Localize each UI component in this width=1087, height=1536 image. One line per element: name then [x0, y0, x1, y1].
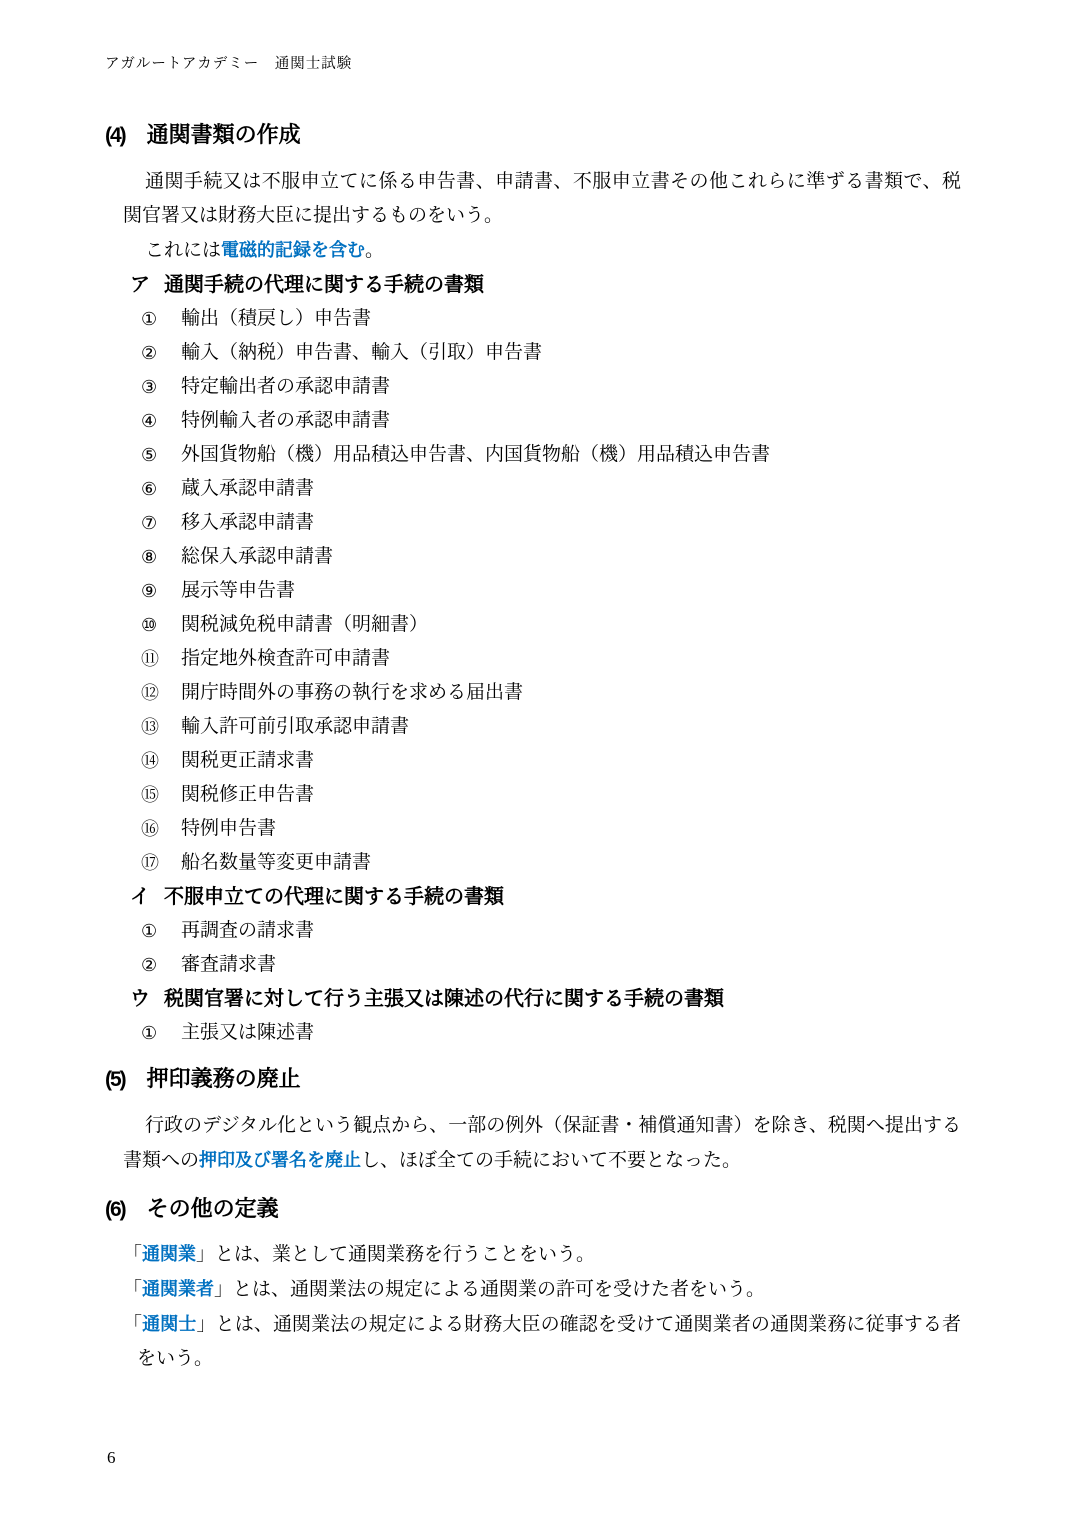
item-text: 特例輸入者の承認申請書 [181, 410, 391, 431]
item-text: 開庁時間外の事務の執行を求める届出書 [181, 682, 524, 703]
def-pre: 「 [123, 1314, 143, 1335]
item-number: ⑰ [141, 853, 159, 873]
section-6 [105, 1196, 961, 1376]
section-title-text: 押印義務の廃止 [146, 1066, 301, 1091]
list-item [141, 778, 961, 812]
item-number: ⑥ [141, 479, 158, 499]
section-number: (5) [105, 1068, 125, 1091]
section-title-text: その他の定義 [146, 1196, 279, 1221]
item-number: ② [141, 955, 158, 975]
highlight-term: 電磁的記録を含む [221, 240, 366, 260]
para-pre: 行政のデジタル化という観点から、一部の例外（保証書・補償通知書）を除き、税関へ提出する書類への [123, 1115, 961, 1171]
item-number: ⑮ [141, 785, 159, 805]
section-title [105, 1196, 961, 1223]
def-post: 」とは、通関業法の規定による財務大臣の確認を受けて通関業者の通関業務に従事する者をいう。 [137, 1314, 961, 1369]
list-item [141, 438, 961, 472]
list-item [141, 472, 961, 506]
item-number: ① [141, 921, 158, 941]
list-item [141, 846, 961, 880]
def-pre: 「 [123, 1244, 143, 1265]
defined-term: 通関業 [142, 1244, 197, 1264]
list-item [141, 914, 961, 948]
item-number: ⑯ [141, 819, 159, 839]
subsection-heading-i [130, 880, 961, 914]
item-number: ③ [141, 377, 158, 397]
item-number: ② [141, 343, 158, 363]
list-item [141, 744, 961, 778]
highlight-term: 押印及び署名を廃止 [199, 1150, 362, 1170]
item-text: 輸出（積戻し）申告書 [181, 308, 372, 329]
item-text: 特例申告書 [181, 818, 277, 839]
list-item [141, 336, 961, 370]
list-item [141, 710, 961, 744]
item-number: ⑧ [141, 547, 158, 567]
item-text: 総保入承認申請書 [181, 546, 334, 567]
item-text: 移入承認申請書 [181, 512, 315, 533]
item-number: ① [141, 1023, 158, 1043]
running-header: アガルートアカデミー 通関士試験 [105, 56, 353, 72]
item-number: ⑤ [141, 445, 158, 465]
item-number: ① [141, 309, 158, 329]
item-text: 展示等申告書 [181, 580, 296, 601]
list-item [141, 506, 961, 540]
item-text: 蔵入承認申請書 [181, 478, 315, 499]
list-item [141, 812, 961, 846]
page-number: 6 [107, 1448, 116, 1467]
definition-line [123, 1307, 961, 1376]
definition-line [123, 1237, 961, 1272]
item-text: 船名数量等変更申請書 [181, 852, 372, 873]
subsection-title: 不服申立ての代理に関する手続の書類 [164, 886, 504, 908]
section-number: (6) [105, 1198, 125, 1221]
list-item [141, 370, 961, 404]
document-list-i [105, 914, 961, 982]
definition-line [123, 1272, 961, 1307]
item-number: ⑩ [141, 615, 158, 635]
item-number: ⑫ [141, 683, 159, 703]
section-title-text: 通関書類の作成 [146, 122, 301, 147]
section-4 [105, 122, 961, 1050]
def-pre: 「 [123, 1279, 143, 1300]
section-number: (4) [105, 124, 125, 147]
para-post: し、ほぼ全ての手続において不要となった。 [361, 1150, 742, 1171]
subsection-title: 通関手続の代理に関する手続の書類 [164, 274, 484, 296]
subsection-title: 税関官署に対して行う主張又は陳述の代行に関する手続の書類 [164, 988, 724, 1010]
item-text: 審査請求書 [181, 954, 277, 975]
item-number: ⑭ [141, 751, 159, 771]
item-text: 関税修正申告書 [181, 784, 315, 805]
item-number: ④ [141, 411, 158, 431]
note-post: 。 [365, 240, 385, 261]
list-item [141, 540, 961, 574]
section-5 [105, 1066, 961, 1178]
note-paragraph [123, 233, 961, 268]
item-text: 再調査の請求書 [181, 920, 315, 941]
item-text: 関税減免税申請書（明細書） [181, 614, 429, 635]
list-item [141, 948, 961, 982]
subsection-heading-a [130, 268, 961, 302]
subsection-marker: ウ [130, 988, 150, 1010]
list-item [141, 1016, 961, 1050]
subsection-heading-u [130, 982, 961, 1016]
item-text: 主張又は陳述書 [181, 1022, 315, 1043]
list-item [141, 608, 961, 642]
subsection-marker: ア [130, 274, 150, 296]
section-title [105, 122, 961, 149]
item-text: 輸入（納税）申告書、輸入（引取）申告書 [181, 342, 543, 363]
intro-paragraph: 通関手続又は不服申立てに係る申告書、申請書、不服申立書その他これらに準ずる書類で、税関官署又は財務大臣に提出するものをいう。 [123, 171, 961, 226]
list-item [141, 302, 961, 336]
list-item [141, 676, 961, 710]
subsection-marker: イ [130, 886, 150, 908]
item-text: 外国貨物船（機）用品積込申告書、内国貨物船（機）用品積込申告書 [181, 444, 771, 465]
item-number: ⑦ [141, 513, 158, 533]
body-paragraph [123, 1109, 961, 1178]
def-post: 」とは、通関業法の規定による通関業の許可を受けた者をいう。 [214, 1279, 766, 1300]
document-list-a [105, 302, 961, 880]
list-item [141, 642, 961, 676]
item-text: 関税更正請求書 [181, 750, 315, 771]
item-text: 特定輸出者の承認申請書 [181, 376, 391, 397]
item-text: 指定地外検査許可申請書 [181, 648, 391, 669]
item-number: ⑪ [141, 649, 159, 669]
defined-term: 通関業者 [142, 1279, 215, 1299]
document-list-u [105, 1016, 961, 1050]
def-post: 」とは、業として通関業務を行うことをいう。 [196, 1244, 596, 1265]
definition-list [105, 1237, 961, 1376]
defined-term: 通関士 [142, 1314, 197, 1334]
list-item [141, 404, 961, 438]
page-content [105, 56, 961, 1376]
note-pre: これには [145, 240, 222, 261]
section-title [105, 1066, 961, 1093]
item-number: ⑬ [141, 717, 159, 737]
item-number: ⑨ [141, 581, 158, 601]
item-text: 輸入許可前引取承認申請書 [181, 716, 410, 737]
list-item [141, 574, 961, 608]
